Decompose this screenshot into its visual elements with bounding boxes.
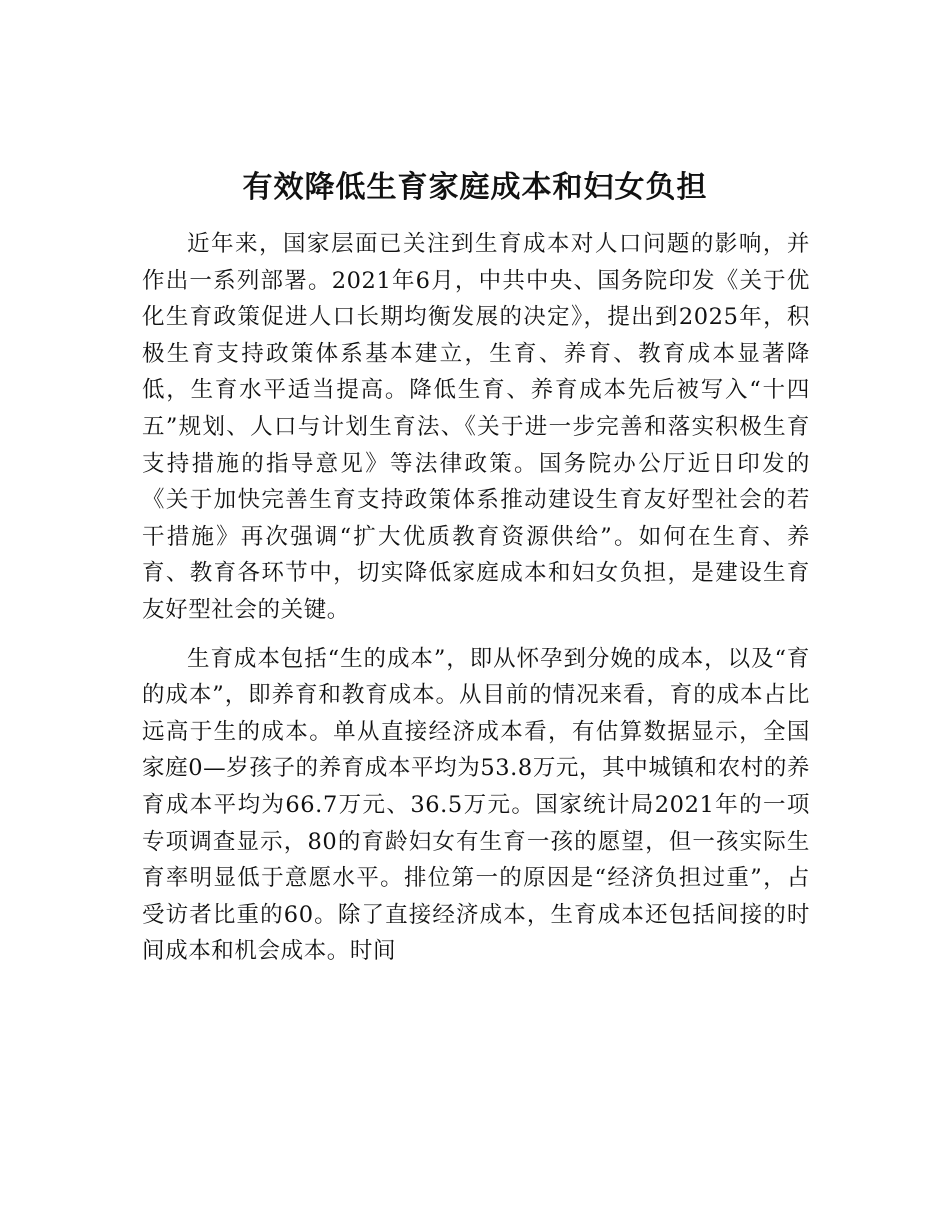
paragraph-1: 近年来，国家层面已关注到生育成本对人口问题的影响，并作出一系列部署。2021年6月，中共中央、国务院印发《关于优化生育政策促进人口长期均衡发展的决定》，提出到2025年，积极生育支持政策体系基本建立，生育、养育、教育成本显著降低，生育水平适当提高。降低生育、养育成本先后被写入“十四五”规划、人口与计划生育法、《关于进一步完善和落实积极生育支持措施的指导意见》等法律政策。国务院办公厅近日印发的《关于加快完善生育支持政策体系推动建设生育友好型社会的若干措施》再次强调“扩大优质教育资源供给”。如何在生育、养育、教育各环节中，切实降低家庭成本和妇女负担，是建设生育友好型社会的关键。: [142, 231, 810, 623]
paragraph-2: 生育成本包括“生的成本”，即从怀孕到分娩的成本，以及“育的成本”，即养育和教育成本。从目前的情况来看，育的成本占比远高于生的成本。单从直接经济成本看，有估算数据显示，全国家庭0—岁孩子的养育成本平均为53.8万元，其中城镇和农村的养育成本平均为66.7万元、36.5万元。国家统计局2021年的一项专项调查显示，80的育龄妇女有生育一孩的愿望，但一孩实际生育率明显低于意愿水平。排位第一的原因是“经济负担过重”，占受访者比重的60。除了直接经济成本，生育成本还包括间接的时间成本和机会成本。时间: [142, 645, 811, 965]
document-title: 有效降低生育家庭成本和妇女负担: [242, 170, 708, 205]
document-body: [142, 226, 810, 970]
